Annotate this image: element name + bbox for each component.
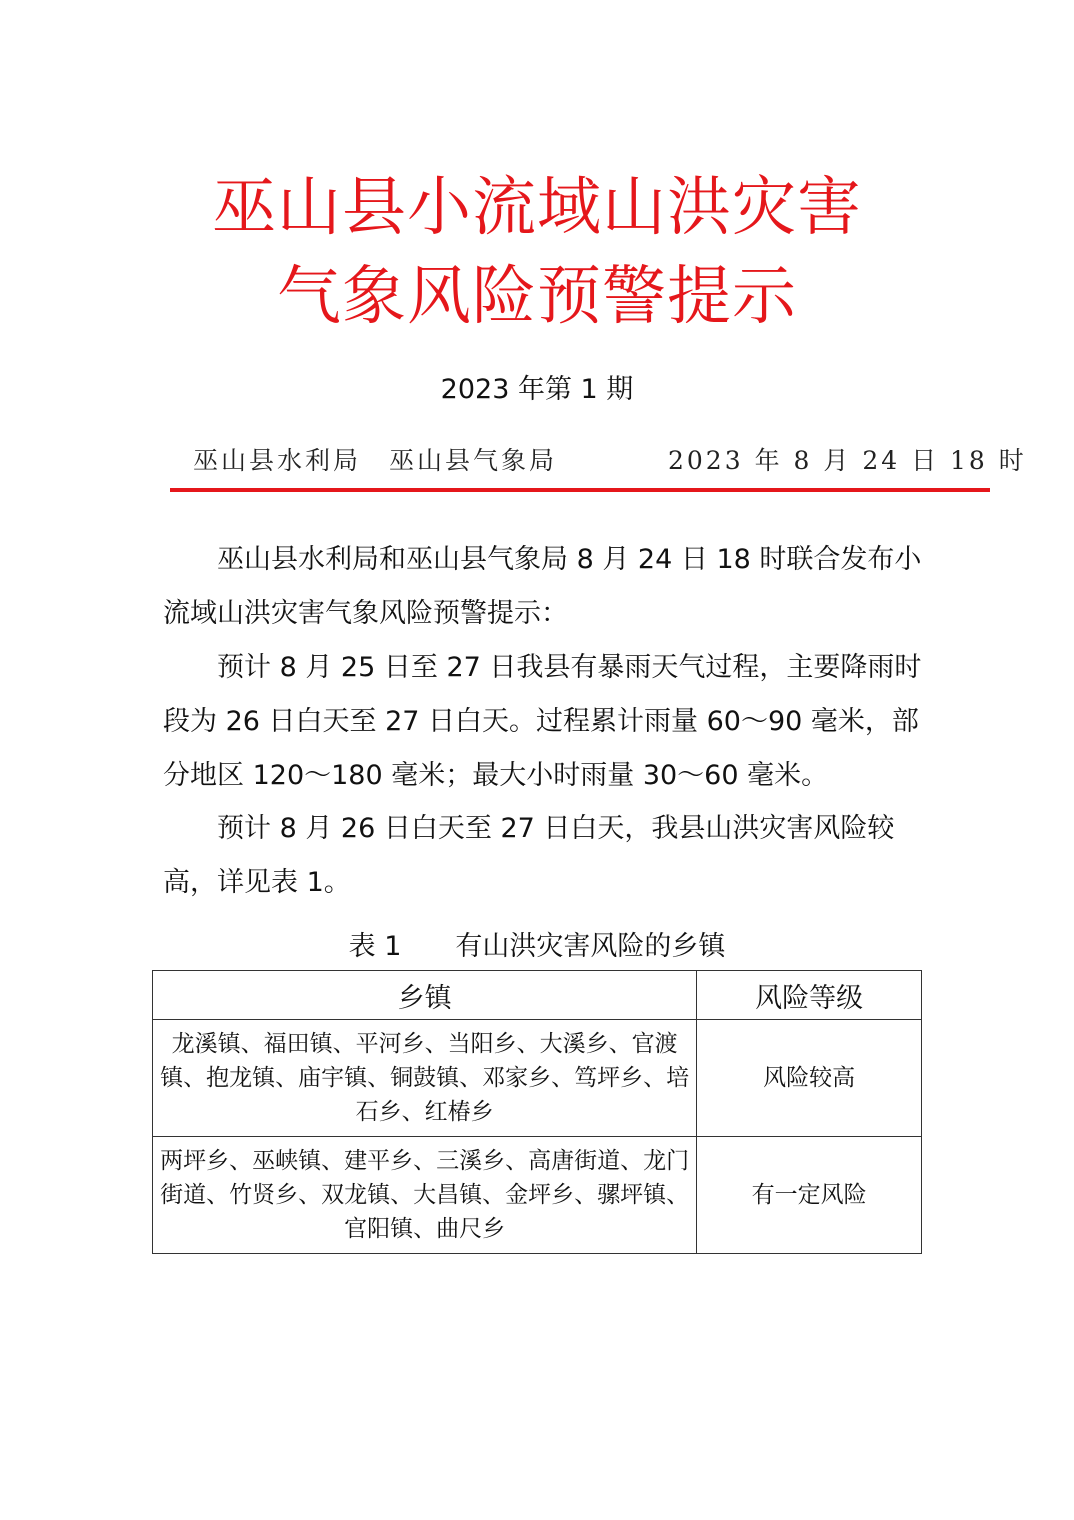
risk-level-cell: 有一定风险 [697, 1137, 922, 1254]
header-divider [170, 488, 990, 492]
risk-towns-table [152, 970, 922, 1254]
towns-cell: 龙溪镇、福田镇、平河乡、当阳乡、大溪乡、官渡镇、抱龙镇、庙宇镇、铜鼓镇、邓家乡、笃坪乡、培石乡、红椿乡 [153, 1020, 697, 1137]
risk-level-cell: 风险较高 [697, 1020, 922, 1137]
paragraph-risk [163, 802, 923, 910]
paragraph-text: 预计 8 月 26 日白天至 27 日白天，我县山洪灾害风险较高，详见表 1。 [163, 813, 895, 898]
column-header-risk-level: 风险等级 [697, 971, 922, 1020]
paragraph-intro [163, 533, 923, 641]
column-header-towns: 乡镇 [153, 971, 697, 1020]
towns-cell: 两坪乡、巫峡镇、建平乡、三溪乡、高唐街道、龙门街道、竹贤乡、双龙镇、大昌镇、金坪乡、骡坪镇、官阳镇、曲尺乡 [153, 1137, 697, 1254]
table-row [153, 1137, 922, 1254]
publishers: 巫山县水利局 巫山县气象局 [193, 446, 558, 475]
issue-number: 2023 年第 1 期 [440, 374, 634, 405]
publish-date: 2023 年 8 月 24 日 18 时 [668, 446, 1027, 475]
table-caption: 表 1 有山洪灾害风险的乡镇 [348, 931, 726, 962]
paragraph-text: 预计 8 月 25 日至 27 日我县有暴雨天气过程，主要降雨时段为 26 日白天至 27 日白天。过程累计雨量 60～90 毫米，部分地区 120～180 毫米；最大小时雨量 30～60 毫米。 [163, 652, 922, 791]
document-title-line-2: 气象风险预警提示 [277, 260, 797, 334]
document-title-line-1: 巫山县小流域山洪灾害 [212, 171, 862, 245]
paragraph-text: 巫山县水利局和巫山县气象局 8 月 24 日 18 时联合发布小流域山洪灾害气象风险预警提示： [163, 544, 922, 629]
table-header-row [153, 971, 922, 1020]
paragraph-forecast [163, 641, 923, 803]
table-row [153, 1020, 922, 1137]
